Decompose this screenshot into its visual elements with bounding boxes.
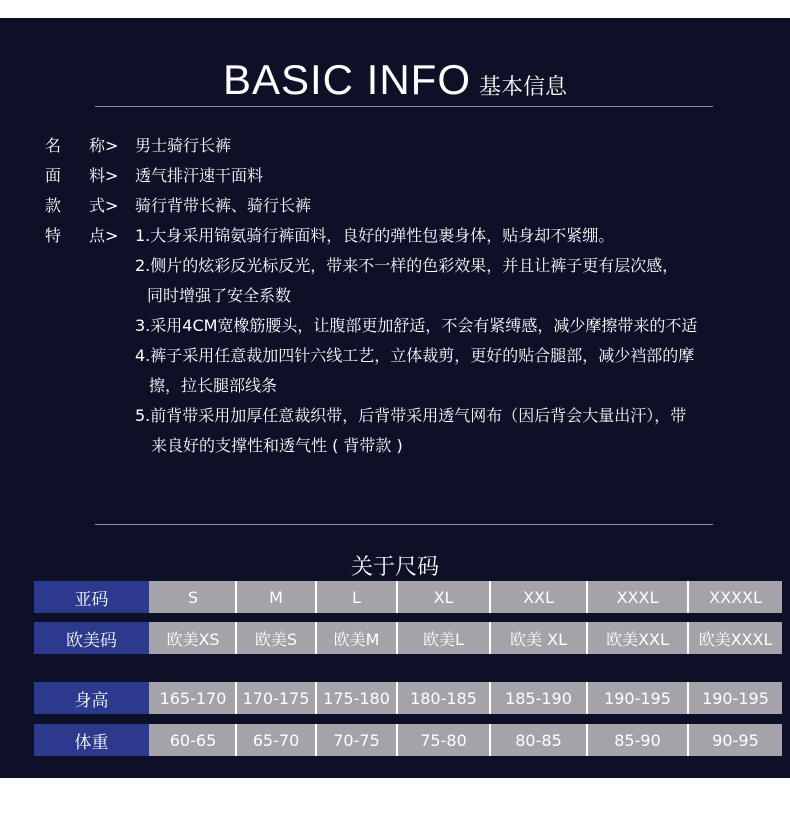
size-section-title: 关于尺码 <box>350 555 439 580</box>
label-char: 称 <box>89 136 106 155</box>
label-char: 款 <box>45 196 62 215</box>
feature-line: 3.采用4CM宽橡筋腰头，让腹部更加舒适，不会有紧缚感，减少摩擦带来的不适 <box>135 316 698 335</box>
row-header: 亚码 <box>34 581 149 613</box>
feature-line: 5.前背带采用加厚任意裁织带，后背带采用透气网布（因后背会大量出汗），带 <box>135 406 687 425</box>
feature-line: 2.侧片的炫彩反光标反光，带来不一样的色彩效果，并且让裤子更有层次感， <box>135 256 679 275</box>
size-cell: 80-85 <box>489 724 586 756</box>
info-value: 透气排汗速干面料 <box>135 166 264 185</box>
info-row-style <box>45 196 311 216</box>
title-divider <box>95 106 713 107</box>
size-cell: 165-170 <box>149 682 235 714</box>
page-title <box>0 56 790 104</box>
size-cell: 欧美XXL <box>586 622 687 654</box>
info-panel <box>0 18 790 778</box>
label-char: 点 <box>89 226 106 245</box>
size-cell: 欧美 XL <box>489 622 586 654</box>
size-cell: XXXXL <box>687 581 782 613</box>
size-row-western <box>34 622 782 654</box>
row-header: 欧美码 <box>34 622 149 654</box>
size-cell: 85-90 <box>586 724 687 756</box>
size-cell: S <box>149 581 235 613</box>
size-cell: 欧美L <box>396 622 489 654</box>
info-label <box>45 196 135 216</box>
size-cell: L <box>315 581 396 613</box>
size-cell: 190-195 <box>586 682 687 714</box>
title-english: BASIC INFO <box>222 56 472 103</box>
size-cell: 欧美XS <box>149 622 235 654</box>
size-cell: 欧美XXXL <box>687 622 782 654</box>
size-cell: 190-195 <box>687 682 782 714</box>
label-char: 料 <box>89 166 106 185</box>
info-value: 骑行背带长裤、骑行长裤 <box>135 196 312 215</box>
label-char: 面 <box>45 166 62 185</box>
label-char: 特 <box>45 226 62 245</box>
info-value: 1.大身采用锦氨骑行裤面料，良好的弹性包裹身体，贴身却不紧绷。 <box>135 226 615 245</box>
size-cell: XL <box>396 581 489 613</box>
size-cell: 70-75 <box>315 724 396 756</box>
size-cell: 180-185 <box>396 682 489 714</box>
info-row-features <box>45 226 614 246</box>
info-label <box>45 136 135 156</box>
size-row-asian <box>34 581 782 613</box>
feature-line: 4.裤子采用任意裁加四针六线工艺，立体裁剪，更好的贴合腿部，减少裆部的摩 <box>135 346 695 365</box>
size-cell: M <box>235 581 315 613</box>
info-row-fabric <box>45 166 263 186</box>
label-separator: > <box>105 226 119 245</box>
label-separator: > <box>105 166 119 185</box>
size-row-weight <box>34 724 782 756</box>
size-cell: XXXL <box>586 581 687 613</box>
size-cell: 65-70 <box>235 724 315 756</box>
row-header: 体重 <box>34 724 149 756</box>
size-cell: 60-65 <box>149 724 235 756</box>
size-cell: 欧美S <box>235 622 315 654</box>
info-row-name <box>45 136 231 156</box>
row-header: 身高 <box>34 682 149 714</box>
info-label <box>45 166 135 186</box>
size-row-height <box>34 682 782 714</box>
size-cell: 75-80 <box>396 724 489 756</box>
size-cell: 185-190 <box>489 682 586 714</box>
feature-line: 擦，拉长腿部线条 <box>149 376 278 395</box>
section-divider <box>95 524 713 525</box>
size-cell: 90-95 <box>687 724 782 756</box>
info-value: 男士骑行长裤 <box>135 136 232 155</box>
label-separator: > <box>105 196 119 215</box>
title-chinese: 基本信息 <box>479 75 568 100</box>
feature-line: 同时增强了安全系数 <box>147 286 292 305</box>
size-cell: 170-175 <box>235 682 315 714</box>
label-separator: > <box>105 136 119 155</box>
feature-line: 来良好的支撑性和透气性 ( 背带款 ) <box>151 436 403 455</box>
label-char: 式 <box>89 196 106 215</box>
size-cell: 175-180 <box>315 682 396 714</box>
size-cell: 欧美M <box>315 622 396 654</box>
label-char: 名 <box>45 136 62 155</box>
info-label <box>45 226 135 246</box>
size-cell: XXL <box>489 581 586 613</box>
